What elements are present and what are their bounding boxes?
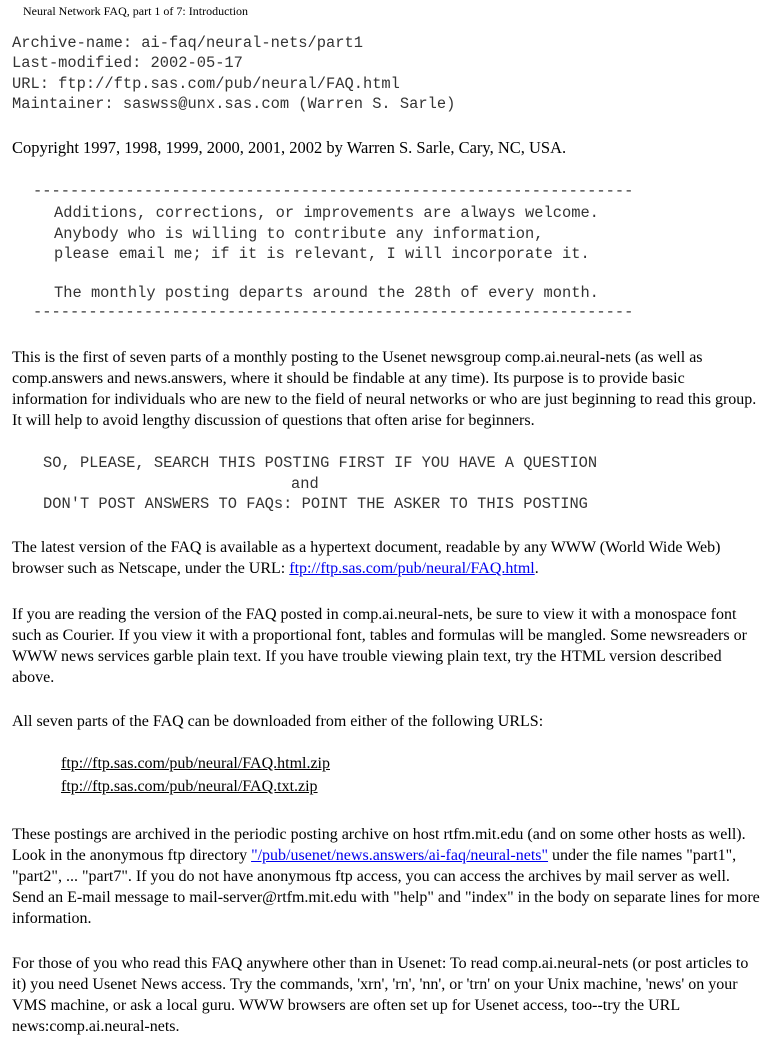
- usenet-paragraph: For those of you who read this FAQ anywhere other than in Usenet: To read comp.ai.neural-nets (or post articles to it) you need Usenet News access. Try the commands, 'xrn', 'rn', 'nn', or 'trn' on your Unix machine, 'news' on your VMS machine, or ask a local guru. WWW browsers are often set up for Usenet access, too--try the URL news:comp.ai.neural-nets.: [12, 955, 749, 1035]
- latest-version-end: .: [534, 560, 539, 577]
- divider-bottom: -----------------------------------------------------------------: [33, 303, 634, 321]
- url-line: URL: ftp://ftp.sas.com/pub/neural/FAQ.html: [12, 75, 400, 93]
- intro-paragraph: This is the first of seven parts of a monthly posting to the Usenet newsgroup comp.ai.neural-nets (as well as comp.answers and news.answers, where it should be findable at any time). Its purpose is to provide basic information for individuals who are new to the field of neural networks or who are just beginning to read this group. It will help to avoid lengthy discussion of questions that often arise for beginners.: [12, 349, 757, 429]
- maintainer-line: Maintainer: saswss@unx.sas.com (Warren S. Sarle): [12, 95, 456, 113]
- monospace-paragraph: If you are reading the version of the FAQ posted in comp.ai.neural-nets, be sure to view it with a monospace font such as Courier. If you view it with a proportional font, tables and formulas will be mangled. Some newsreaders or WWW news services garble plain text. If you have trouble viewing plain text, try the HTML version described above.: [12, 606, 747, 686]
- archive-text-cont: under the file names "part1", "part2", ... "part7". If you do not have anonymous ftp access, you can access the archives by mail server as well. Send an E-mail message to mail-server@rtfm.mit.edu with "help" and "index" in the body on separate lines for more information.: [12, 847, 760, 927]
- and-line: and: [291, 475, 319, 493]
- faq-html-zip-link[interactable]: ftp://ftp.sas.com/pub/neural/FAQ.html.zip: [61, 755, 330, 772]
- copyright-notice: Copyright 1997, 1998, 1999, 2000, 2001, 2002 by Warren S. Sarle, Cary, NC, USA.: [12, 138, 567, 157]
- download-paragraph: All seven parts of the FAQ can be downloaded from either of the following URLS:: [12, 713, 544, 730]
- search-first-line: SO, PLEASE, SEARCH THIS POSTING FIRST IF YOU HAVE A QUESTION: [43, 454, 598, 472]
- monthly-posting-note: The monthly posting departs around the 28th of every month.: [54, 284, 599, 302]
- page-title: Neural Network FAQ, part 1 of 7: Introduction: [23, 4, 249, 18]
- notice-line: Additions, corrections, or improvements are always welcome.: [54, 204, 599, 222]
- latest-version-paragraph: [12, 537, 762, 579]
- notice-line: please email me; if it is relevant, I will incorporate it.: [54, 245, 590, 263]
- dont-post-line: DON'T POST ANSWERS TO FAQs: POINT THE ASKER TO THIS POSTING: [43, 495, 588, 513]
- latest-version-text: The latest version of the FAQ is available as a hypertext document, readable by any WWW (World Wide Web) browser such as Netscape, under the URL:: [12, 539, 721, 577]
- archive-directory-link[interactable]: "/pub/usenet/news.answers/ai-faq/neural-nets": [251, 847, 549, 864]
- divider-top: -----------------------------------------------------------------: [33, 182, 634, 200]
- last-modified-line: Last-modified: 2002-05-17: [12, 54, 243, 72]
- archive-name-line: Archive-name: ai-faq/neural-nets/part1: [12, 34, 363, 52]
- faq-txt-zip-link[interactable]: ftp://ftp.sas.com/pub/neural/FAQ.txt.zip: [61, 778, 318, 795]
- archive-text: These postings are archived in the periodic posting archive on host rtfm.mit.edu (and on some other hosts as well). Look in the anonymous ftp directory: [12, 826, 746, 864]
- notice-line: Anybody who is willing to contribute any information,: [54, 225, 544, 243]
- archive-paragraph: [12, 824, 762, 929]
- faq-html-link[interactable]: ftp://ftp.sas.com/pub/neural/FAQ.html: [289, 560, 535, 577]
